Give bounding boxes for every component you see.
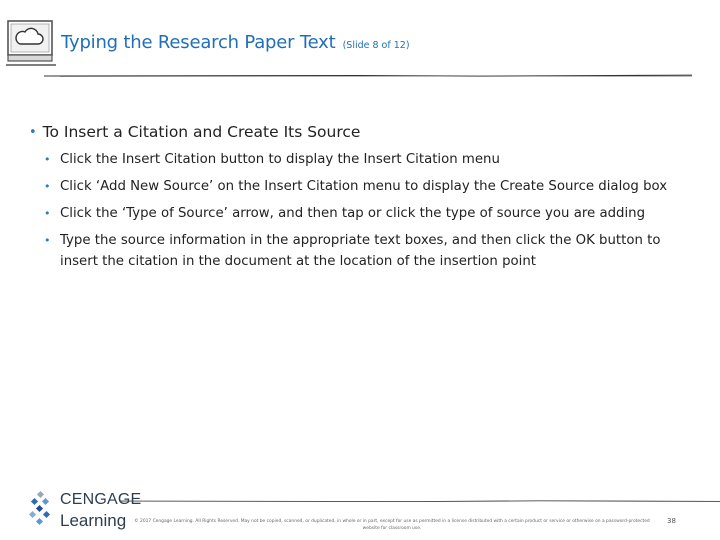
sub-bullet-text: Click the Insert Citation button to display the Insert Citation menu (60, 152, 500, 167)
bullet-dot-icon: • (44, 234, 51, 247)
bullet-dot-icon: • (29, 125, 37, 140)
copyright-notice: © 2017 Cengage Learning. All Rights Reserved. May not be copied, scanned, or duplicated, in whole or in part, except for use as permitted in a license distributed with a certain product or service or otherwise on a password-protected website for classroom use. (134, 519, 650, 531)
slide-counter: (Slide 8 of 12) (342, 40, 410, 51)
header-divider (0, 70, 720, 82)
cengage-dots-icon (28, 490, 54, 530)
computer-cloud-icon (6, 18, 56, 68)
page-number: 38 (667, 517, 676, 525)
title-main: Typing the Research Paper Text (61, 32, 336, 53)
sub-bullet-2 (44, 177, 684, 198)
bullet-dot-icon: • (44, 180, 51, 193)
page-title (61, 32, 410, 53)
sub-bullet-text: Click the ‘Type of Source’ arrow, and then tap or click the type of source you are adding (60, 206, 646, 221)
cengage-logo (28, 488, 142, 532)
sub-bullet-3 (44, 204, 684, 225)
sub-bullet-4 (44, 231, 684, 272)
sub-bullet-text: Type the source information in the appropriate text boxes, and then click the OK button to insert the citation in the document at the location of the insertion point (60, 233, 661, 269)
main-bullet (29, 123, 360, 141)
sub-bullet-1 (44, 150, 684, 171)
logo-wordmark-top: CENGAGE (60, 491, 142, 508)
bullet-dot-icon: • (44, 207, 51, 220)
bullet-dot-icon: • (44, 153, 51, 166)
sub-bullet-list (44, 150, 684, 279)
sub-bullet-text: Click ‘Add New Source’ on the Insert Citation menu to display the Create Source dialog box (60, 179, 668, 194)
footer-divider (120, 496, 720, 506)
logo-wordmark-bottom: Learning (60, 511, 127, 530)
main-bullet-text: To Insert a Citation and Create Its Source (42, 123, 361, 141)
